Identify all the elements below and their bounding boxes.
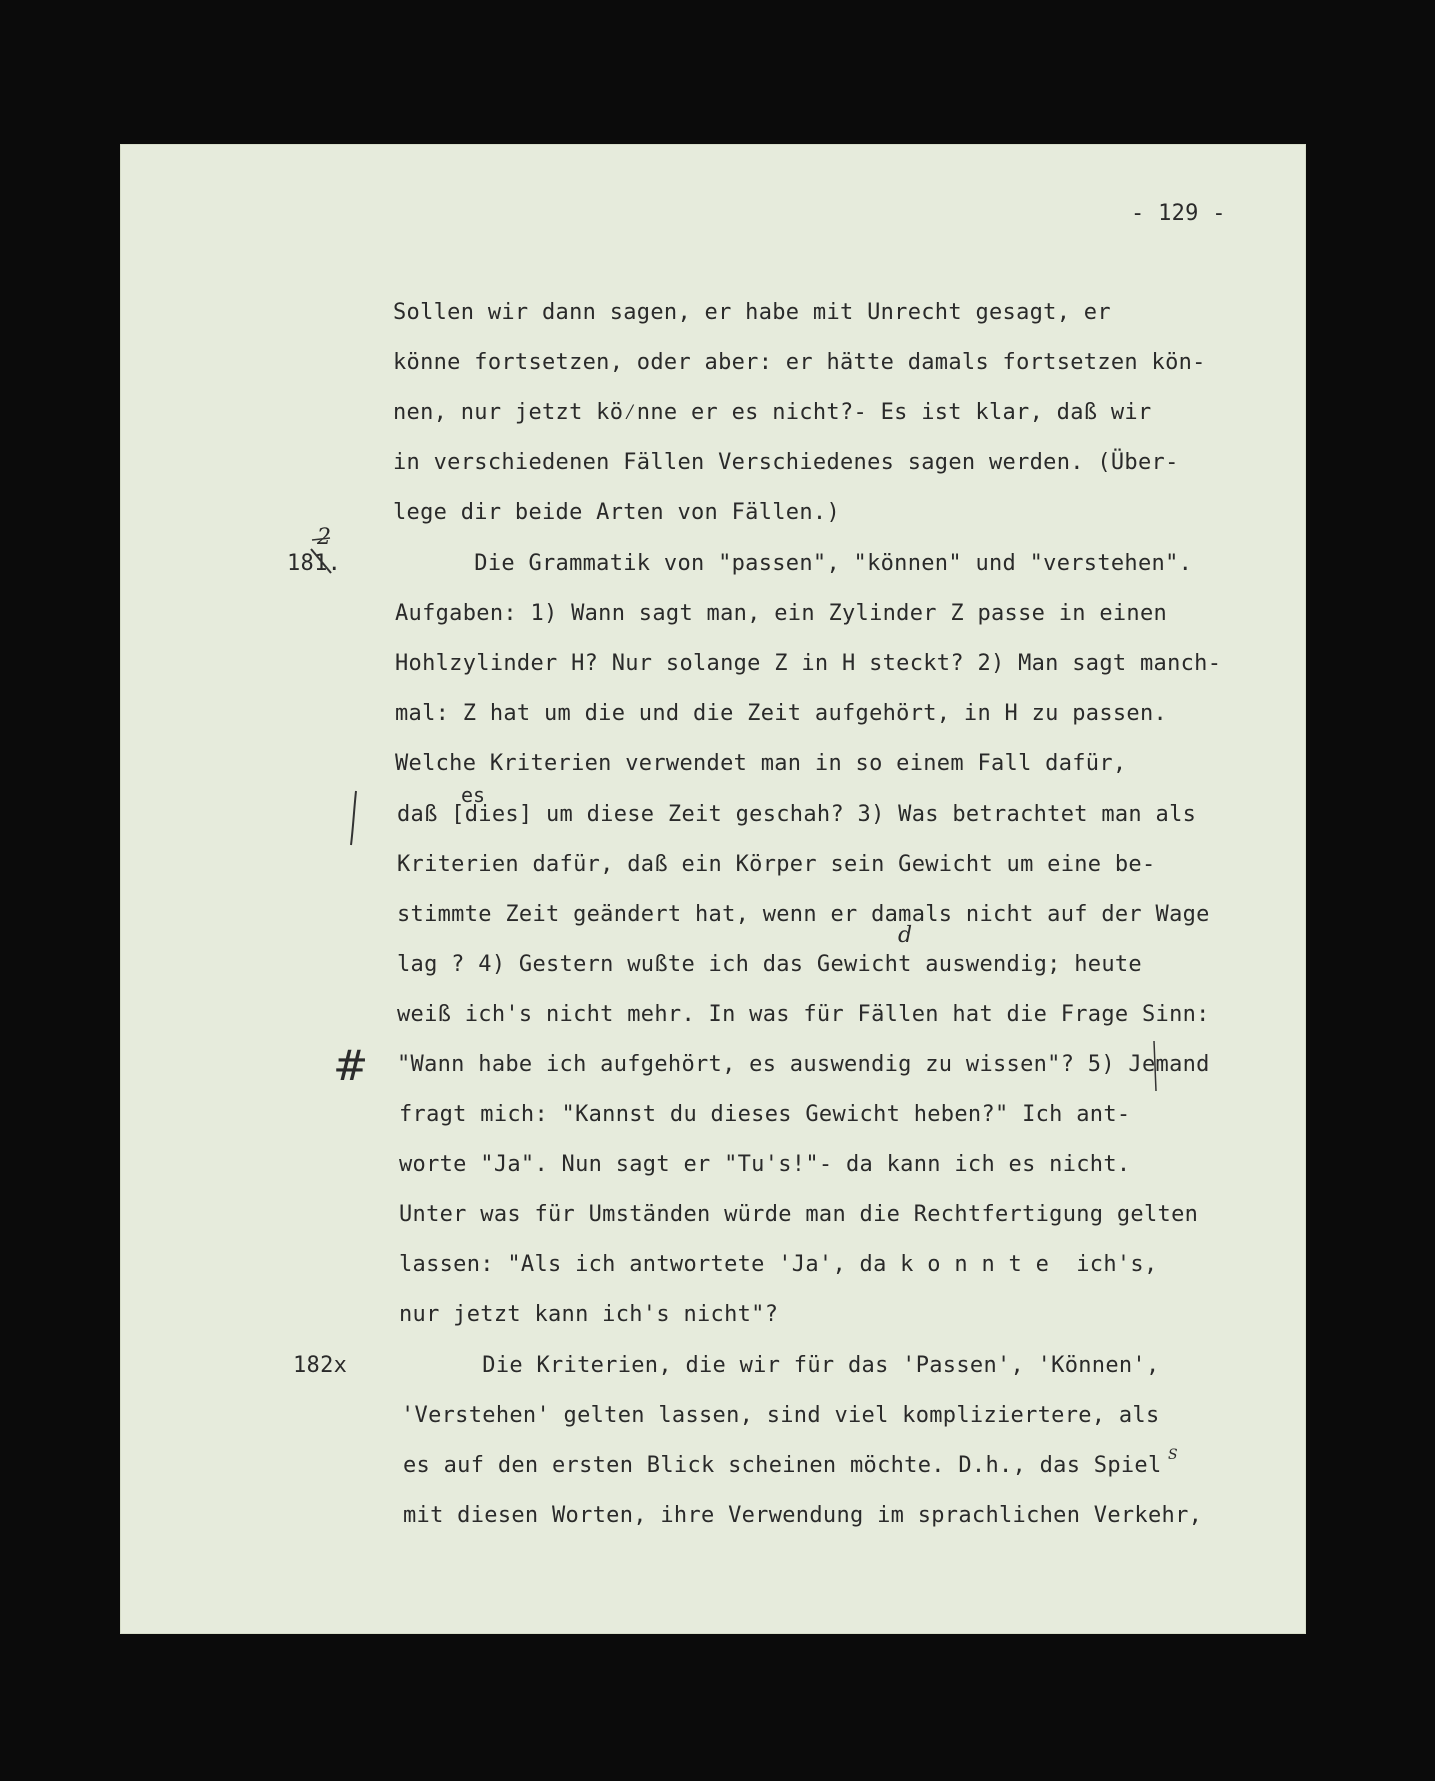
paragraph-3-number: 182x (293, 1353, 348, 1378)
paragraph-2-line-2: Aufgaben: 1) Wann sagt man, ein Zylinder Z passe in einen (395, 601, 1168, 626)
margin-vertical-stroke (351, 791, 356, 845)
paragraph-2-line-13: worte "Ja". Nun sagt er "Tu's!"- da kann ich es nicht. (399, 1152, 1131, 1177)
paragraph-2-number: 181. (287, 551, 342, 576)
paragraph-3-line-1: Die Kriterien, die wir für das 'Passen', 'Können', (401, 1353, 1160, 1378)
paragraph-2-line-15: lassen: "Als ich antwortete 'Ja', da k o n n t e ich's, (399, 1252, 1158, 1277)
handwritten-superscript-s: S (1168, 1447, 1178, 1463)
paragraph-1-line-2: könne fortsetzen, oder aber: er hätte damals fortsetzen kön- (393, 350, 1206, 375)
page-number: - 129 - (1131, 201, 1226, 226)
paragraph-1-line-5: lege dir beide Arten von Fällen.) (393, 500, 840, 525)
paragraph-3-line-2: 'Verstehen' gelten lassen, sind viel kompliziertere, als (401, 1403, 1160, 1428)
paragraph-2-line-5: Welche Kriterien verwendet man in so einem Fall dafür, (395, 751, 1127, 776)
document-page (121, 145, 1305, 1633)
paragraph-2-line-9: lag ? 4) Gestern wußte ich das Gewicht auswendig; heute (397, 952, 1142, 977)
paragraph-3-line-4: mit diesen Worten, ihre Verwendung im sprachlichen Verkehr, (403, 1503, 1203, 1528)
handwritten-margin-mark: # (333, 1041, 369, 1090)
paragraph-2-line-3: Hohlzylinder H? Nur solange Z in H steckt? 2) Man sagt manch- (395, 651, 1222, 676)
paragraph-2-line-11: "Wann habe ich aufgehört, es auswendig zu wissen"? 5) Jemand (397, 1052, 1210, 1077)
handwritten-number-correction: 2 (317, 525, 331, 550)
paragraph-2-line-14: Unter was für Umständen würde man die Rechtfertigung gelten (399, 1202, 1199, 1227)
paragraph-2-line-6: daß [dies] um diese Zeit geschah? 3) Was betrachtet man als (397, 802, 1197, 827)
paragraph-2-line-4: mal: Z hat um die und die Zeit aufgehört, in H zu passen. (395, 701, 1168, 726)
paragraph-3-line-3: es auf den ersten Blick scheinen möchte. D.h., das Spiel (403, 1453, 1162, 1478)
paragraph-2-line-7: Kriterien dafür, daß ein Körper sein Gewicht um eine be- (397, 852, 1156, 877)
paragraph-2-line-10: weiß ich's nicht mehr. In was für Fällen hat die Frage Sinn: (397, 1002, 1210, 1027)
paragraph-1-line-1: Sollen wir dann sagen, er habe mit Unrecht gesagt, er (393, 300, 1111, 325)
paragraph-2-line-8: stimmte Zeit geändert hat, wenn er damals nicht auf der Wage (397, 902, 1210, 927)
paragraph-1-line-3: nen, nur jetzt kö⁄nne er es nicht?- Es ist klar, daß wir (393, 400, 1152, 425)
paragraph-1-line-4: in verschiedenen Fällen Verschiedenes sagen werden. (Über- (393, 450, 1179, 475)
handwritten-letter-correction: d (898, 923, 913, 948)
handwritten-insertion-es: es (461, 783, 486, 807)
paragraph-2-line-1: Die Grammatik von "passen", "können" und "verstehen". (393, 551, 1193, 576)
paragraph-2-line-12: fragt mich: "Kannst du dieses Gewicht heben?" Ich ant- (399, 1102, 1131, 1127)
paragraph-2-line-16: nur jetzt kann ich's nicht"? (399, 1302, 779, 1327)
